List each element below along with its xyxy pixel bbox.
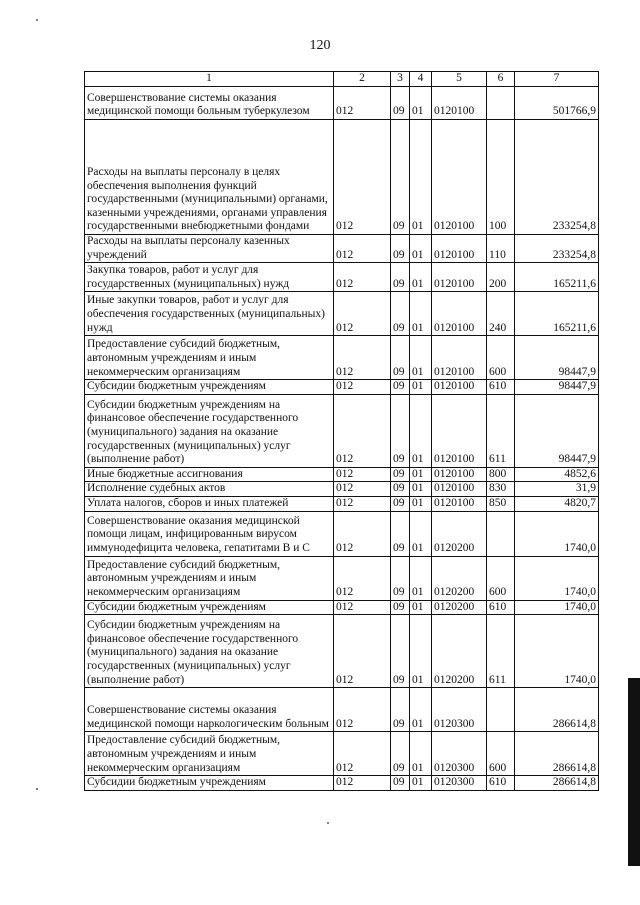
column-header: 2 [334, 72, 391, 87]
ministry-code: 012 [334, 380, 391, 395]
scan-speck [36, 19, 38, 21]
section-code: 09 [391, 688, 410, 732]
subsection-code: 01 [410, 380, 432, 395]
section-code: 09 [391, 467, 410, 482]
section-code: 09 [391, 292, 410, 336]
target-article-code: 0120100 [432, 467, 487, 482]
column-header: 5 [432, 72, 487, 87]
section-code: 09 [391, 600, 410, 615]
section-code: 09 [391, 482, 410, 497]
amount: 1740,0 [515, 511, 599, 556]
expense-type-code: 600 [487, 732, 515, 776]
table-row [85, 87, 599, 120]
table-row [85, 394, 599, 467]
subsection-code: 01 [410, 120, 432, 235]
budget-item-name: Предоставление субсидий бюджетным, автономным учреждениям и иным некоммерческим организациям [85, 336, 334, 380]
target-article-code: 0120100 [432, 336, 487, 380]
amount: 98447,9 [515, 394, 599, 467]
budget-item-name: Иные бюджетные ассигнования [85, 467, 334, 482]
table-row [85, 688, 599, 732]
subsection-code: 01 [410, 600, 432, 615]
ministry-code: 012 [334, 556, 391, 600]
expense-type-code [487, 87, 515, 120]
amount: 233254,8 [515, 120, 599, 235]
amount: 165211,6 [515, 292, 599, 336]
amount: 1740,0 [515, 556, 599, 600]
subsection-code: 01 [410, 292, 432, 336]
table-row [85, 380, 599, 395]
budget-item-name: Совершенствование системы оказания медицинской помощи наркологическим больным [85, 688, 334, 732]
expense-type-code: 611 [487, 615, 515, 688]
ministry-code: 012 [334, 87, 391, 120]
budget-item-name: Совершенствование системы оказания медицинской помощи больным туберкулезом [85, 87, 334, 120]
subsection-code: 01 [410, 496, 432, 511]
section-code: 09 [391, 776, 410, 791]
column-header: 6 [487, 72, 515, 87]
budget-item-name: Расходы на выплаты персоналу казенных учреждений [85, 235, 334, 263]
subsection-code: 01 [410, 732, 432, 776]
amount: 1740,0 [515, 615, 599, 688]
column-header: 3 [391, 72, 410, 87]
ministry-code: 012 [334, 482, 391, 497]
table-row [85, 482, 599, 497]
budget-item-name: Предоставление субсидий бюджетным, автономным учреждениям и иным некоммерческим организациям [85, 732, 334, 776]
subsection-code: 01 [410, 776, 432, 791]
target-article-code: 0120100 [432, 120, 487, 235]
target-article-code: 0120100 [432, 292, 487, 336]
page-number: 120 [309, 38, 331, 53]
target-article-code: 0120100 [432, 235, 487, 263]
expense-type-code [487, 688, 515, 732]
amount: 98447,9 [515, 336, 599, 380]
target-article-code: 0120300 [432, 688, 487, 732]
ministry-code: 012 [334, 511, 391, 556]
expense-type-code: 100 [487, 120, 515, 235]
subsection-code: 01 [410, 688, 432, 732]
expense-type-code: 850 [487, 496, 515, 511]
subsection-code: 01 [410, 467, 432, 482]
ministry-code: 012 [334, 235, 391, 263]
expense-type-code: 600 [487, 556, 515, 600]
amount: 165211,6 [515, 263, 599, 292]
table-row [85, 496, 599, 511]
expense-type-code [487, 511, 515, 556]
ministry-code: 012 [334, 732, 391, 776]
target-article-code: 0120200 [432, 511, 487, 556]
section-code: 09 [391, 556, 410, 600]
budget-table [84, 71, 599, 791]
section-code: 09 [391, 120, 410, 235]
budget-item-name: Совершенствование оказания медицинской помощи лицам, инфицированным вирусом иммунодефицита человека, гепатитами В и С [85, 511, 334, 556]
amount: 4852,6 [515, 467, 599, 482]
target-article-code: 0120200 [432, 600, 487, 615]
amount: 1740,0 [515, 600, 599, 615]
target-article-code: 0120100 [432, 263, 487, 292]
target-article-code: 0120100 [432, 394, 487, 467]
subsection-code: 01 [410, 336, 432, 380]
section-code: 09 [391, 732, 410, 776]
table-row [85, 336, 599, 380]
amount: 286614,8 [515, 732, 599, 776]
column-header-row [85, 72, 599, 87]
target-article-code: 0120100 [432, 496, 487, 511]
table-row [85, 776, 599, 791]
subsection-code: 01 [410, 394, 432, 467]
section-code: 09 [391, 87, 410, 120]
section-code: 09 [391, 394, 410, 467]
ministry-code: 012 [334, 120, 391, 235]
ministry-code: 012 [334, 600, 391, 615]
subsection-code: 01 [410, 263, 432, 292]
budget-item-name: Субсидии бюджетным учреждениям [85, 600, 334, 615]
scan-speck [327, 822, 329, 824]
subsection-code: 01 [410, 235, 432, 263]
expense-type-code: 611 [487, 394, 515, 467]
budget-item-name: Субсидии бюджетным учреждениям на финансовое обеспечение государственного (муниципального) задания на оказание государственных (муниципальных) услуг (выполнение работ) [85, 615, 334, 688]
budget-item-name: Иные закупки товаров, работ и услуг для обеспечения государственных (муниципальных) нужд [85, 292, 334, 336]
expense-type-code: 240 [487, 292, 515, 336]
amount: 233254,8 [515, 235, 599, 263]
expense-type-code: 610 [487, 600, 515, 615]
amount: 286614,8 [515, 776, 599, 791]
budget-item-name: Субсидии бюджетным учреждениям на финансовое обеспечение государственного (муниципального) задания на оказание государственных (муниципальных) услуг (выполнение работ) [85, 394, 334, 467]
ministry-code: 012 [334, 263, 391, 292]
subsection-code: 01 [410, 482, 432, 497]
target-article-code: 0120100 [432, 87, 487, 120]
target-article-code: 0120100 [432, 482, 487, 497]
expense-type-code: 110 [487, 235, 515, 263]
table-row [85, 263, 599, 292]
ministry-code: 012 [334, 467, 391, 482]
ministry-code: 012 [334, 336, 391, 380]
ministry-code: 012 [334, 776, 391, 791]
amount: 98447,9 [515, 380, 599, 395]
ministry-code: 012 [334, 615, 391, 688]
ministry-code: 012 [334, 394, 391, 467]
subsection-code: 01 [410, 511, 432, 556]
table-row [85, 120, 599, 235]
section-code: 09 [391, 336, 410, 380]
scan-edge-shadow [628, 678, 640, 866]
amount: 501766,9 [515, 87, 599, 120]
budget-item-name: Уплата налогов, сборов и иных платежей [85, 496, 334, 511]
section-code: 09 [391, 496, 410, 511]
budget-item-name: Исполнение судебных актов [85, 482, 334, 497]
expense-type-code: 610 [487, 776, 515, 791]
section-code: 09 [391, 511, 410, 556]
budget-item-name: Предоставление субсидий бюджетным, автономным учреждениям и иным некоммерческим организациям [85, 556, 334, 600]
table-row [85, 467, 599, 482]
budget-item-name: Субсидии бюджетным учреждениям [85, 380, 334, 395]
target-article-code: 0120100 [432, 380, 487, 395]
amount: 4820,7 [515, 496, 599, 511]
expense-type-code: 610 [487, 380, 515, 395]
budget-item-name: Закупка товаров, работ и услуг для государственных (муниципальных) нужд [85, 263, 334, 292]
amount: 31,9 [515, 482, 599, 497]
subsection-code: 01 [410, 556, 432, 600]
column-header: 4 [410, 72, 432, 87]
expense-type-code: 800 [487, 467, 515, 482]
target-article-code: 0120200 [432, 615, 487, 688]
subsection-code: 01 [410, 87, 432, 120]
scan-speck [36, 788, 38, 790]
ministry-code: 012 [334, 688, 391, 732]
table-row [85, 511, 599, 556]
expense-type-code: 600 [487, 336, 515, 380]
budget-item-name: Расходы на выплаты персоналу в целях обеспечения выполнения функций государственными (муниципальными) органами, казенными учреждениями, органами управления государственными внебюджетными фондами [85, 120, 334, 235]
section-code: 09 [391, 263, 410, 292]
section-code: 09 [391, 615, 410, 688]
target-article-code: 0120300 [432, 776, 487, 791]
section-code: 09 [391, 380, 410, 395]
subsection-code: 01 [410, 615, 432, 688]
expense-type-code: 830 [487, 482, 515, 497]
amount: 286614,8 [515, 688, 599, 732]
table-row [85, 732, 599, 776]
budget-item-name: Субсидии бюджетным учреждениям [85, 776, 334, 791]
expense-type-code: 200 [487, 263, 515, 292]
target-article-code: 0120300 [432, 732, 487, 776]
table-row [85, 615, 599, 688]
table-row [85, 556, 599, 600]
table-row [85, 292, 599, 336]
column-header: 7 [515, 72, 599, 87]
ministry-code: 012 [334, 292, 391, 336]
ministry-code: 012 [334, 496, 391, 511]
table-row [85, 235, 599, 263]
column-header: 1 [85, 72, 334, 87]
target-article-code: 0120200 [432, 556, 487, 600]
table-row [85, 600, 599, 615]
section-code: 09 [391, 235, 410, 263]
